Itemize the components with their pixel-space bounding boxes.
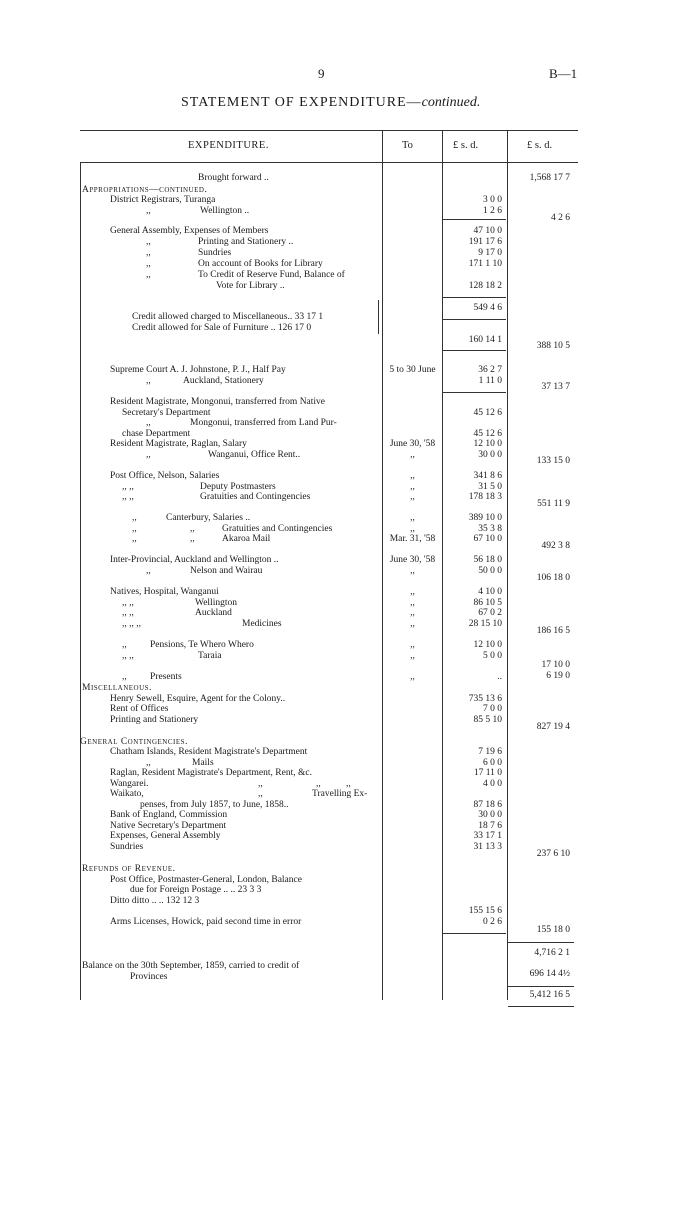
row-to-date: ,, <box>410 619 415 629</box>
row-label: Printing and Stationery <box>110 715 199 725</box>
section-total: 388 10 5 <box>536 341 570 351</box>
row-label: Wellington <box>195 598 237 608</box>
row-label: Sundries <box>198 248 232 258</box>
row-label: Mails <box>192 758 214 768</box>
row-label: Appropriations—continued. <box>82 185 208 195</box>
col-rule-amt1 <box>442 130 443 1000</box>
row-amount: 160 14 1 <box>468 335 502 345</box>
subtotal-rule <box>443 219 506 220</box>
row-label: Secretary's Department <box>122 408 211 418</box>
row-amount: 9 17 0 <box>478 248 502 258</box>
row-label: ,, ,, ,, <box>122 619 141 629</box>
section-total: 133 15 0 <box>536 456 570 466</box>
row-label: Henry Sewell, Esquire, Agent for the Colony.. <box>110 694 286 704</box>
table-top-rule <box>80 130 578 131</box>
row-label: ,, ,, <box>122 598 134 608</box>
row-to-date: 5 to 30 June <box>389 365 436 375</box>
row-label: General Contingencies. <box>80 737 188 747</box>
row-amount: 30 0 0 <box>478 450 502 460</box>
row-label: Printing and Stationery .. <box>198 237 294 247</box>
row-label: Post Office, Postmaster-General, London, Balance <box>110 875 302 885</box>
row-amount: 18 7 6 <box>478 821 502 831</box>
row-label: Resident Magistrate, Raglan, Salary <box>110 439 247 449</box>
row-label: Post Office, Nelson, Salaries <box>110 471 220 481</box>
row-amount: 67 10 0 <box>473 534 502 544</box>
section-total: 4,716 2 1 <box>534 948 570 958</box>
header-bottom-rule <box>80 162 578 163</box>
row-label: Resident Magistrate, Mongonui, transferred from Native <box>110 397 326 407</box>
row-label: Travelling Ex- <box>312 789 368 799</box>
row-to-date: ,, <box>410 587 415 597</box>
row-amount: 12 10 0 <box>473 640 502 650</box>
row-to-date: ,, <box>410 471 415 481</box>
row-label: Presents <box>150 672 182 682</box>
row-amount: 389 10 0 <box>468 513 502 523</box>
row-amount: .. <box>497 672 502 682</box>
row-label: Raglan, Resident Magistrate's Department, Rent, &c. <box>110 768 312 778</box>
row-to-date: ,, <box>410 482 415 492</box>
subtotal-rule <box>443 319 506 320</box>
row-amount: 4 10 0 <box>478 587 502 597</box>
row-label: Mongonui, transferred from Land Pur- <box>190 418 337 428</box>
row-label: ,, <box>258 779 263 789</box>
row-label: ,, <box>146 450 151 460</box>
section-total: 106 18 0 <box>536 573 570 583</box>
row-label: Chatham Islands, Resident Magistrate's Department <box>110 747 308 757</box>
row-amount: 155 15 6 <box>468 906 502 916</box>
row-label: District Registrars, Turanga <box>110 195 216 205</box>
row-label: ,, <box>146 270 151 280</box>
row-to-date: ,, <box>410 651 415 661</box>
row-amount: 67 0 2 <box>478 608 502 618</box>
row-amount: 30 0 0 <box>478 810 502 820</box>
col-rule-amt2 <box>507 130 508 1000</box>
row-amount: 28 15 10 <box>468 619 502 629</box>
row-label: Rent of Offices <box>110 704 169 714</box>
header-lsd-2: £ s. d. <box>527 140 553 151</box>
header-lsd-1: £ s. d. <box>453 140 479 151</box>
title-continued: continued. <box>421 95 481 110</box>
row-to-date: ,, <box>410 598 415 608</box>
row-amount: 3 0 0 <box>483 195 502 205</box>
row-amount: 0 2 6 <box>483 917 502 927</box>
row-label: chase Department <box>122 429 191 439</box>
row-label: Medicines <box>242 619 282 629</box>
row-label: ,, <box>132 513 137 523</box>
row-label: Bank of England, Commission <box>110 810 228 820</box>
row-amount: 735 13 6 <box>468 694 502 704</box>
section-total: 237 6 10 <box>536 849 570 859</box>
row-label: On account of Books for Library <box>198 259 323 269</box>
row-label: Credit allowed for Sale of Furniture .. 126 17 0 <box>132 323 312 333</box>
row-amount: 191 17 6 <box>468 237 502 247</box>
subtotal-rule <box>443 297 506 298</box>
section-total: 4 2 6 <box>551 213 570 223</box>
row-amount: 12 10 0 <box>473 439 502 449</box>
row-amount: 6 0 0 <box>483 758 502 768</box>
row-amount: 4 0 0 <box>483 779 502 789</box>
row-amount: 7 19 6 <box>478 747 502 757</box>
row-amount: 31 13 3 <box>473 842 502 852</box>
row-label: Gratuities and Contingencies <box>200 492 311 502</box>
row-amount: 45 12 6 <box>473 429 502 439</box>
row-label: ,, <box>316 779 321 789</box>
row-label: Sundries <box>110 842 144 852</box>
row-amount: 128 18 2 <box>468 281 502 291</box>
row-label: ,, <box>146 248 151 258</box>
row-label: Deputy Postmasters <box>200 482 276 492</box>
row-amount: 56 18 0 <box>473 555 502 565</box>
row-amount: 7 0 0 <box>483 704 502 714</box>
row-label: ,, <box>132 534 137 544</box>
row-label: Akaroa Mail <box>222 534 271 544</box>
row-label: Nelson and Wairau <box>190 566 263 576</box>
section-total: 827 19 4 <box>536 722 570 732</box>
row-label: Expenses, General Assembly <box>110 831 221 841</box>
row-label: Provinces <box>130 972 168 982</box>
header-to: To <box>402 140 413 151</box>
row-label: Miscellaneous. <box>82 683 152 693</box>
row-amount: 36 2 7 <box>478 365 502 375</box>
row-to-date: June 30, '58 <box>389 439 436 449</box>
total-rule <box>508 942 574 943</box>
row-label: ,, <box>132 524 137 534</box>
row-to-date: ,, <box>410 672 415 682</box>
row-label: ,, <box>146 259 151 269</box>
row-label: Credit allowed charged to Miscellaneous.. 33 17 1 <box>132 312 324 322</box>
row-amount: 178 18 3 <box>468 492 502 502</box>
row-label: Brought forward .. <box>198 173 269 183</box>
row-label: Balance on the 30th September, 1859, carried to credit of <box>82 961 300 971</box>
row-amount: 549 4 6 <box>473 303 502 313</box>
row-label: ,, <box>258 789 263 799</box>
page-number: 9 <box>318 66 325 81</box>
row-label: General Assembly, Expenses of Members <box>110 226 269 236</box>
row-label: penses, from July 1857, to June, 1858.. <box>140 800 289 810</box>
document-reference: B—1 <box>549 66 578 81</box>
row-label: ,, ,, <box>122 492 134 502</box>
row-label: Natives, Hospital, Wanganui <box>110 587 219 597</box>
row-to-date: ,, <box>410 524 415 534</box>
row-label: Waikato, <box>110 789 144 799</box>
title-main: STATEMENT OF EXPENDITURE— <box>181 95 422 110</box>
header-expenditure: EXPENDITURE. <box>188 140 269 151</box>
row-label: ,, <box>146 758 151 768</box>
row-amount: 341 8 6 <box>473 471 502 481</box>
total-rule <box>508 986 574 987</box>
row-label: Canterbury, Salaries .. <box>166 513 251 523</box>
row-label: ,, ,, <box>122 651 134 661</box>
row-total: 1,568 17 7 <box>529 173 570 183</box>
row-amount: 31 5 0 <box>478 482 502 492</box>
row-amount: 87 18 6 <box>473 800 502 810</box>
row-label: Vote for Library .. <box>216 281 285 291</box>
row-to-date: June 30, '58 <box>389 555 436 565</box>
row-label: Arms Licenses, Howick, paid second time in error <box>110 917 302 927</box>
row-label: ,, <box>122 640 127 650</box>
section-total: 5,412 16 5 <box>529 990 570 1000</box>
row-amount: 33 17 1 <box>473 831 502 841</box>
section-total: 186 16 5 <box>536 626 570 636</box>
row-amount: 50 0 0 <box>478 566 502 576</box>
row-amount: 86 10 5 <box>473 598 502 608</box>
row-amount: 85 5 10 <box>473 715 502 725</box>
row-label: To Credit of Reserve Fund, Balance of <box>198 270 345 280</box>
row-label: Auckland, Stationery <box>183 376 264 386</box>
subtotal-rule <box>443 350 506 351</box>
row-label: Supreme Court A. J. Johnstone, P. J., Half Pay <box>110 365 286 375</box>
section-total: 17 10 0 <box>541 660 570 670</box>
row-label: Inter-Provincial, Auckland and Wellington .. <box>110 555 279 565</box>
row-to-date: ,, <box>410 492 415 502</box>
subtotal-rule <box>443 392 506 393</box>
row-to-date: ,, <box>410 640 415 650</box>
row-amount: 17 11 0 <box>473 768 502 778</box>
row-label: Gratuities and Contingencies <box>222 524 333 534</box>
row-label: Wellington .. <box>200 206 250 216</box>
row-amount: 1 11 0 <box>478 376 502 386</box>
row-amount: 5 0 0 <box>483 651 502 661</box>
section-total: 551 11 9 <box>537 499 570 509</box>
row-label: ,, ,, <box>122 482 134 492</box>
row-label: ,, <box>146 566 151 576</box>
row-label: Pensions, Te Whero Whero <box>150 640 254 650</box>
row-to-date: Mar. 31, '58 <box>389 534 436 544</box>
row-to-date: ,, <box>410 513 415 523</box>
row-amount: 47 10 0 <box>473 226 502 236</box>
row-label: ,, <box>146 418 151 428</box>
row-label: Taraia <box>198 651 222 661</box>
section-total: 492 3 8 <box>541 541 570 551</box>
row-label: ,, <box>122 672 127 682</box>
col-rule-to <box>382 130 383 1000</box>
row-label: ,, <box>190 524 195 534</box>
row-to-date: ,, <box>410 566 415 576</box>
row-to-date: ,, <box>410 450 415 460</box>
credit-bracket <box>378 300 379 334</box>
row-amount: 171 1 10 <box>468 259 502 269</box>
row-amount: 35 3 8 <box>478 524 502 534</box>
row-amount: 1 2 6 <box>483 206 502 216</box>
row-label: Wanganui, Office Rent.. <box>208 450 301 460</box>
section-total: 6 19 0 <box>546 671 570 681</box>
row-label: Wangarei. <box>110 779 149 789</box>
subtotal-rule <box>443 933 506 934</box>
total-rule <box>508 1006 574 1007</box>
row-label: Refunds of Revenue. <box>82 864 176 874</box>
row-to-date: ,, <box>410 608 415 618</box>
row-label: ,, <box>146 206 151 216</box>
row-label: ,, ,, <box>122 608 134 618</box>
col-rule-left <box>80 162 81 1000</box>
row-label: Native Secretary's Department <box>110 821 227 831</box>
section-total: 37 13 7 <box>541 382 570 392</box>
row-label: Ditto ditto .. .. 132 12 3 <box>110 896 200 906</box>
row-label: due for Foreign Postage .. .. 23 3 3 <box>130 885 262 895</box>
row-label: Auckland <box>195 608 232 618</box>
row-label: ,, <box>146 237 151 247</box>
section-total: 155 18 0 <box>536 925 570 935</box>
section-total: 696 14 4½ <box>529 969 570 979</box>
row-label: ,, <box>346 779 351 789</box>
page-title <box>181 95 480 111</box>
row-amount: 45 12 6 <box>473 408 502 418</box>
row-label: ,, <box>190 534 195 544</box>
row-label: ,, <box>146 376 151 386</box>
